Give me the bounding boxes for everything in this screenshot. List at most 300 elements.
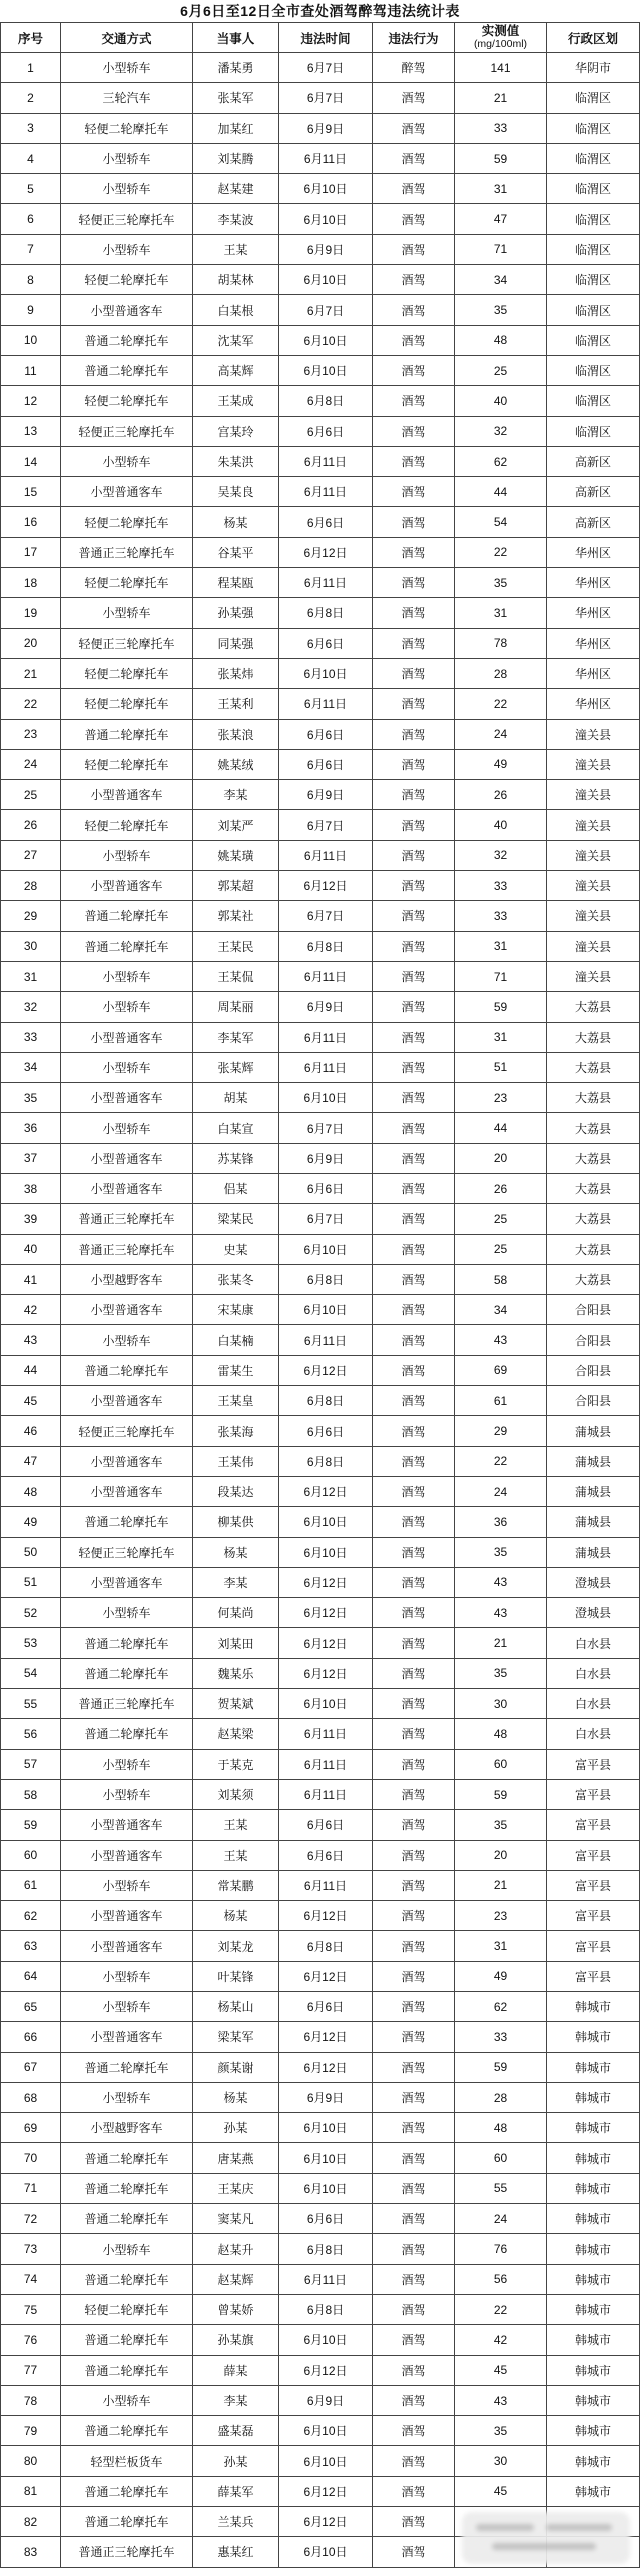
vehicle-type-cell: 小型普通客车 (61, 2022, 193, 2052)
violation-date-cell: 6月7日 (279, 83, 373, 113)
row-number-cell: 16 (1, 507, 61, 537)
vehicle-type-cell: 小型普通客车 (61, 1901, 193, 1931)
measured-value-cell: 62 (455, 447, 547, 477)
vehicle-type-cell: 小型轿车 (61, 1780, 193, 1810)
row-number-cell: 60 (1, 1841, 61, 1871)
district-cell: 蒲城县 (547, 1477, 640, 1507)
violation-type-cell: 醉驾 (373, 53, 455, 83)
violation-type-cell: 酒驾 (373, 1023, 455, 1053)
violation-date-cell: 6月9日 (279, 992, 373, 1022)
district-cell: 蒲城县 (547, 1538, 640, 1568)
party-name-cell: 姚某璜 (193, 841, 279, 871)
table-row (1, 2113, 640, 2143)
table-row (1, 629, 640, 659)
violation-date-cell: 6月11日 (279, 1871, 373, 1901)
violation-type-cell: 酒驾 (373, 568, 455, 598)
district-cell: 蒲城县 (547, 1416, 640, 1446)
violation-type-cell: 酒驾 (373, 689, 455, 719)
vehicle-type-cell: 小型轿车 (61, 1962, 193, 1992)
district-cell: 临渭区 (547, 144, 640, 174)
row-number-cell: 79 (1, 2416, 61, 2446)
district-cell: 韩城市 (547, 2446, 640, 2476)
vehicle-type-cell: 轻型栏板货车 (61, 2446, 193, 2476)
measured-value-cell: 59 (455, 992, 547, 1022)
violation-type-cell: 酒驾 (373, 2022, 455, 2052)
vehicle-type-cell: 三轮汽车 (61, 83, 193, 113)
vehicle-type-cell: 小型轿车 (61, 1325, 193, 1355)
violation-type-cell: 酒驾 (373, 1931, 455, 1961)
violation-date-cell: 6月10日 (279, 356, 373, 386)
party-name-cell: 白某根 (193, 295, 279, 325)
vehicle-type-cell: 小型越野客车 (61, 2113, 193, 2143)
violation-date-cell: 6月11日 (279, 841, 373, 871)
measured-value-cell: 35 (455, 1538, 547, 1568)
violation-date-cell: 6月10日 (279, 2416, 373, 2446)
measured-value-cell: 45 (455, 2356, 547, 2386)
party-name-cell: 宫某玲 (193, 417, 279, 447)
vehicle-type-cell: 小型轿车 (61, 1871, 193, 1901)
vehicle-type-cell: 小型普通客车 (61, 1023, 193, 1053)
violation-date-cell: 6月11日 (279, 962, 373, 992)
measured-value-cell: 76 (455, 2234, 547, 2264)
violation-date-cell: 6月10日 (279, 265, 373, 295)
violation-type-cell: 酒驾 (373, 2446, 455, 2476)
party-name-cell: 杨某 (193, 507, 279, 537)
district-cell: 临渭区 (547, 295, 640, 325)
violation-date-cell: 6月10日 (279, 1538, 373, 1568)
violation-type-cell: 酒驾 (373, 1174, 455, 1204)
measured-value-cell: 40 (455, 810, 547, 840)
measured-value-cell: 33 (455, 2022, 547, 2052)
party-name-cell: 窦某凡 (193, 2204, 279, 2234)
vehicle-type-cell: 小型轿车 (61, 447, 193, 477)
violation-type-cell: 酒驾 (373, 1810, 455, 1840)
district-cell: 华州区 (547, 598, 640, 628)
table-row (1, 2083, 640, 2113)
table-row (1, 2325, 640, 2355)
violation-date-cell: 6月7日 (279, 810, 373, 840)
violation-date-cell: 6月12日 (279, 1901, 373, 1931)
vehicle-type-cell: 普通二轮摩托车 (61, 2507, 193, 2537)
violation-type-cell: 酒驾 (373, 1538, 455, 1568)
district-cell: 韩城市 (547, 2022, 640, 2052)
measured-value-cell: 43 (455, 1568, 547, 1598)
district-cell: 韩城市 (547, 2113, 640, 2143)
party-name-cell: 曾某娇 (193, 2295, 279, 2325)
party-name-cell: 常某鹏 (193, 1871, 279, 1901)
party-name-cell: 张某炜 (193, 659, 279, 689)
violation-date-cell: 6月10日 (279, 1235, 373, 1265)
row-number-cell: 26 (1, 810, 61, 840)
vehicle-type-cell: 普通二轮摩托车 (61, 2325, 193, 2355)
measured-value-cell: 22 (455, 689, 547, 719)
violation-type-cell: 酒驾 (373, 417, 455, 447)
row-number-cell: 57 (1, 1750, 61, 1780)
party-name-cell: 于某克 (193, 1750, 279, 1780)
measured-value-cell: 31 (455, 932, 547, 962)
table-header-row (1, 23, 640, 53)
party-name-cell: 张某浪 (193, 720, 279, 750)
row-number-cell: 82 (1, 2507, 61, 2537)
violation-type-cell: 酒驾 (373, 326, 455, 356)
violation-type-cell: 酒驾 (373, 720, 455, 750)
vehicle-type-cell: 普通正三轮摩托车 (61, 2537, 193, 2567)
row-number-cell: 77 (1, 2356, 61, 2386)
violation-date-cell: 6月10日 (279, 2325, 373, 2355)
table-row (1, 235, 640, 265)
table-row (1, 2204, 640, 2234)
vehicle-type-cell: 小型普通客车 (61, 477, 193, 507)
measured-value-cell: 45 (455, 2477, 547, 2507)
measured-value-cell: 69 (455, 1356, 547, 1386)
party-name-cell: 叶某锋 (193, 1962, 279, 1992)
row-number-cell: 3 (1, 114, 61, 144)
row-number-cell: 10 (1, 326, 61, 356)
violation-date-cell: 6月6日 (279, 1992, 373, 2022)
violation-date-cell: 6月11日 (279, 477, 373, 507)
row-number-cell: 80 (1, 2446, 61, 2476)
vehicle-type-cell: 普通二轮摩托车 (61, 356, 193, 386)
row-number-cell: 9 (1, 295, 61, 325)
violation-date-cell: 6月10日 (279, 2446, 373, 2476)
table-row (1, 871, 640, 901)
row-number-cell: 54 (1, 1659, 61, 1689)
vehicle-type-cell: 小型越野客车 (61, 1265, 193, 1295)
row-number-cell: 51 (1, 1568, 61, 1598)
district-cell: 潼关县 (547, 932, 640, 962)
violation-type-cell: 酒驾 (373, 1628, 455, 1658)
measured-value-cell: 30 (455, 1689, 547, 1719)
measured-value-cell: 78 (455, 629, 547, 659)
party-name-cell: 王某 (193, 235, 279, 265)
party-name-cell: 惠某红 (193, 2537, 279, 2567)
violation-date-cell: 6月11日 (279, 447, 373, 477)
vehicle-type-cell: 小型轿车 (61, 174, 193, 204)
measured-value-cell: 28 (455, 659, 547, 689)
row-number-cell: 17 (1, 538, 61, 568)
party-name-cell: 郭某社 (193, 901, 279, 931)
district-cell: 临渭区 (547, 83, 640, 113)
row-number-cell: 31 (1, 962, 61, 992)
violation-type-cell: 酒驾 (373, 810, 455, 840)
measured-value-cell: 24 (455, 720, 547, 750)
table-row (1, 2143, 640, 2173)
violation-date-cell: 6月10日 (279, 1295, 373, 1325)
violation-type-cell: 酒驾 (373, 1841, 455, 1871)
district-cell: 潼关县 (547, 810, 640, 840)
violation-type-cell: 酒驾 (373, 1356, 455, 1386)
district-cell: 大荔县 (547, 1083, 640, 1113)
measured-value-cell: 51 (455, 1053, 547, 1083)
party-name-cell: 王某 (193, 1841, 279, 1871)
row-number-cell: 83 (1, 2537, 61, 2567)
row-number-cell: 73 (1, 2234, 61, 2264)
violation-date-cell: 6月10日 (279, 1689, 373, 1719)
violation-date-cell: 6月12日 (279, 1598, 373, 1628)
table-row (1, 1265, 640, 1295)
measured-value-cell: 36 (455, 1507, 547, 1537)
violation-date-cell: 6月10日 (279, 204, 373, 234)
district-cell: 华州区 (547, 659, 640, 689)
violation-date-cell: 6月10日 (279, 326, 373, 356)
violation-date-cell: 6月7日 (279, 53, 373, 83)
row-number-cell: 72 (1, 2204, 61, 2234)
violation-type-cell: 酒驾 (373, 1083, 455, 1113)
violation-date-cell: 6月8日 (279, 2295, 373, 2325)
party-name-cell: 宋某康 (193, 1295, 279, 1325)
header-measured-value-label: 实测值 (481, 23, 520, 38)
row-number-cell: 69 (1, 2113, 61, 2143)
vehicle-type-cell: 轻便正三轮摩托车 (61, 204, 193, 234)
violation-date-cell: 6月12日 (279, 1659, 373, 1689)
violation-date-cell: 6月8日 (279, 1265, 373, 1295)
vehicle-type-cell: 小型轿车 (61, 598, 193, 628)
district-cell: 韩城市 (547, 2053, 640, 2083)
watermark (462, 2512, 630, 2564)
vehicle-type-cell: 普通二轮摩托车 (61, 2416, 193, 2446)
party-name-cell: 朱某洪 (193, 447, 279, 477)
measured-value-cell: 35 (455, 1659, 547, 1689)
measured-value-cell: 25 (455, 1235, 547, 1265)
violation-date-cell: 6月6日 (279, 629, 373, 659)
measured-value-cell: 30 (455, 2446, 547, 2476)
table-row (1, 932, 640, 962)
table-row (1, 144, 640, 174)
district-cell: 富平县 (547, 1962, 640, 1992)
district-cell: 临渭区 (547, 386, 640, 416)
district-cell: 韩城市 (547, 2265, 640, 2295)
row-number-cell: 25 (1, 780, 61, 810)
party-name-cell: 刘某腾 (193, 144, 279, 174)
violation-type-cell: 酒驾 (373, 1962, 455, 1992)
vehicle-type-cell: 普通二轮摩托车 (61, 326, 193, 356)
header-measured-value (455, 23, 547, 53)
violation-date-cell: 6月11日 (279, 2265, 373, 2295)
row-number-cell: 4 (1, 144, 61, 174)
district-cell: 韩城市 (547, 2386, 640, 2416)
measured-value-cell: 24 (455, 2204, 547, 2234)
district-cell: 潼关县 (547, 871, 640, 901)
party-name-cell: 张某辉 (193, 1053, 279, 1083)
party-name-cell: 张某军 (193, 83, 279, 113)
table-row (1, 962, 640, 992)
header-vehicle-type: 交通方式 (61, 23, 193, 53)
table-row (1, 1780, 640, 1810)
table-row (1, 659, 640, 689)
row-number-cell: 81 (1, 2477, 61, 2507)
party-name-cell: 孙某 (193, 2113, 279, 2143)
violation-table (0, 22, 640, 2568)
violation-date-cell: 6月6日 (279, 750, 373, 780)
measured-value-cell: 56 (455, 2265, 547, 2295)
row-number-cell: 32 (1, 992, 61, 1022)
violation-date-cell: 6月12日 (279, 1628, 373, 1658)
table-row (1, 2386, 640, 2416)
row-number-cell: 76 (1, 2325, 61, 2355)
party-name-cell: 魏某乐 (193, 1659, 279, 1689)
row-number-cell: 70 (1, 2143, 61, 2173)
party-name-cell: 刘某严 (193, 810, 279, 840)
measured-value-cell: 43 (455, 2386, 547, 2416)
party-name-cell: 潘某勇 (193, 53, 279, 83)
table-row (1, 538, 640, 568)
district-cell: 大荔县 (547, 992, 640, 1022)
party-name-cell: 孙某 (193, 2446, 279, 2476)
district-cell: 华州区 (547, 568, 640, 598)
table-row (1, 1931, 640, 1961)
district-cell: 大荔县 (547, 1053, 640, 1083)
vehicle-type-cell: 小型普通客车 (61, 1083, 193, 1113)
violation-type-cell: 酒驾 (373, 1992, 455, 2022)
party-name-cell: 梁某军 (193, 2022, 279, 2052)
measured-value-cell: 22 (455, 1447, 547, 1477)
vehicle-type-cell: 轻便二轮摩托车 (61, 810, 193, 840)
district-cell: 大荔县 (547, 1235, 640, 1265)
violation-date-cell: 6月6日 (279, 1841, 373, 1871)
violation-type-cell: 酒驾 (373, 962, 455, 992)
vehicle-type-cell: 小型轿车 (61, 1113, 193, 1143)
table-row (1, 1416, 640, 1446)
party-name-cell: 柳某供 (193, 1507, 279, 1537)
violation-type-cell: 酒驾 (373, 1386, 455, 1416)
measured-value-cell: 55 (455, 2174, 547, 2204)
violation-type-cell: 酒驾 (373, 2507, 455, 2537)
party-name-cell: 同某强 (193, 629, 279, 659)
measured-value-cell: 49 (455, 1962, 547, 1992)
table-row (1, 417, 640, 447)
district-cell: 华州区 (547, 689, 640, 719)
district-cell: 临渭区 (547, 235, 640, 265)
measured-value-cell: 62 (455, 1992, 547, 2022)
measured-value-cell: 44 (455, 1113, 547, 1143)
row-number-cell: 46 (1, 1416, 61, 1446)
violation-type-cell: 酒驾 (373, 1689, 455, 1719)
table-row (1, 841, 640, 871)
row-number-cell: 44 (1, 1356, 61, 1386)
party-name-cell: 郭某超 (193, 871, 279, 901)
district-cell: 合阳县 (547, 1325, 640, 1355)
table-row (1, 1598, 640, 1628)
vehicle-type-cell: 小型轿车 (61, 2386, 193, 2416)
vehicle-type-cell: 普通二轮摩托车 (61, 1507, 193, 1537)
vehicle-type-cell: 小型轿车 (61, 1053, 193, 1083)
party-name-cell: 赵某辉 (193, 2265, 279, 2295)
violation-date-cell: 6月9日 (279, 2386, 373, 2416)
violation-date-cell: 6月6日 (279, 1416, 373, 1446)
district-cell: 潼关县 (547, 962, 640, 992)
district-cell: 韩城市 (547, 2477, 640, 2507)
violation-date-cell: 6月11日 (279, 1750, 373, 1780)
violation-type-cell: 酒驾 (373, 1507, 455, 1537)
table-row (1, 295, 640, 325)
row-number-cell: 61 (1, 1871, 61, 1901)
violation-date-cell: 6月11日 (279, 689, 373, 719)
row-number-cell: 29 (1, 901, 61, 931)
party-name-cell: 李某 (193, 2386, 279, 2416)
district-cell: 韩城市 (547, 2204, 640, 2234)
measured-value-cell: 44 (455, 477, 547, 507)
measured-value-cell: 71 (455, 962, 547, 992)
table-row (1, 2265, 640, 2295)
violation-date-cell: 6月8日 (279, 1447, 373, 1477)
district-cell: 韩城市 (547, 2356, 640, 2386)
violation-date-cell: 6月10日 (279, 174, 373, 204)
table-row (1, 1235, 640, 1265)
row-number-cell: 36 (1, 1113, 61, 1143)
party-name-cell: 杨某山 (193, 1992, 279, 2022)
party-name-cell: 王某民 (193, 932, 279, 962)
vehicle-type-cell: 小型轿车 (61, 1992, 193, 2022)
page-title: 6月6日至12日全市查处酒驾醉驾违法统计表 (180, 3, 460, 19)
table-row (1, 1447, 640, 1477)
party-name-cell: 唐某燕 (193, 2143, 279, 2173)
violation-date-cell: 6月9日 (279, 2083, 373, 2113)
violation-type-cell: 酒驾 (373, 1325, 455, 1355)
table-row (1, 1962, 640, 1992)
party-name-cell: 兰某兵 (193, 2507, 279, 2537)
violation-type-cell: 酒驾 (373, 265, 455, 295)
table-row (1, 2174, 640, 2204)
violation-type-cell: 酒驾 (373, 1144, 455, 1174)
vehicle-type-cell: 轻便正三轮摩托车 (61, 1416, 193, 1446)
vehicle-type-cell: 轻便二轮摩托车 (61, 750, 193, 780)
violation-type-cell: 酒驾 (373, 2356, 455, 2386)
party-name-cell: 吴某良 (193, 477, 279, 507)
vehicle-type-cell: 普通二轮摩托车 (61, 1628, 193, 1658)
district-cell: 大荔县 (547, 1204, 640, 1234)
party-name-cell: 梁某民 (193, 1204, 279, 1234)
row-number-cell: 48 (1, 1477, 61, 1507)
measured-value-cell: 31 (455, 598, 547, 628)
row-number-cell: 49 (1, 1507, 61, 1537)
measured-value-cell: 31 (455, 1023, 547, 1053)
table-row (1, 992, 640, 1022)
measured-value-cell: 24 (455, 1477, 547, 1507)
vehicle-type-cell: 轻便二轮摩托车 (61, 386, 193, 416)
vehicle-type-cell: 小型轿车 (61, 962, 193, 992)
table-row (1, 1750, 640, 1780)
measured-value-cell: 21 (455, 1871, 547, 1901)
row-number-cell: 55 (1, 1689, 61, 1719)
violation-type-cell: 酒驾 (373, 1053, 455, 1083)
violation-type-cell: 酒驾 (373, 2143, 455, 2173)
table-row (1, 1477, 640, 1507)
vehicle-type-cell: 小型普通客车 (61, 1568, 193, 1598)
party-name-cell: 杨某 (193, 1901, 279, 1931)
party-name-cell: 盛某磊 (193, 2416, 279, 2446)
row-number-cell: 5 (1, 174, 61, 204)
district-cell: 韩城市 (547, 2325, 640, 2355)
row-number-cell: 47 (1, 1447, 61, 1477)
row-number-cell: 53 (1, 1628, 61, 1658)
row-number-cell: 42 (1, 1295, 61, 1325)
header-violation-type: 违法行为 (373, 23, 455, 53)
party-name-cell: 侣某 (193, 1174, 279, 1204)
measured-value-cell: 54 (455, 507, 547, 537)
district-cell: 合阳县 (547, 1386, 640, 1416)
district-cell: 大荔县 (547, 1023, 640, 1053)
violation-type-cell: 酒驾 (373, 295, 455, 325)
vehicle-type-cell: 普通正三轮摩托车 (61, 538, 193, 568)
row-number-cell: 63 (1, 1931, 61, 1961)
violation-type-cell: 酒驾 (373, 841, 455, 871)
district-cell: 潼关县 (547, 901, 640, 931)
measured-value-cell: 43 (455, 1325, 547, 1355)
violation-type-cell: 酒驾 (373, 2083, 455, 2113)
violation-date-cell: 6月11日 (279, 1325, 373, 1355)
vehicle-type-cell: 轻便正三轮摩托车 (61, 417, 193, 447)
measured-value-cell: 28 (455, 2083, 547, 2113)
